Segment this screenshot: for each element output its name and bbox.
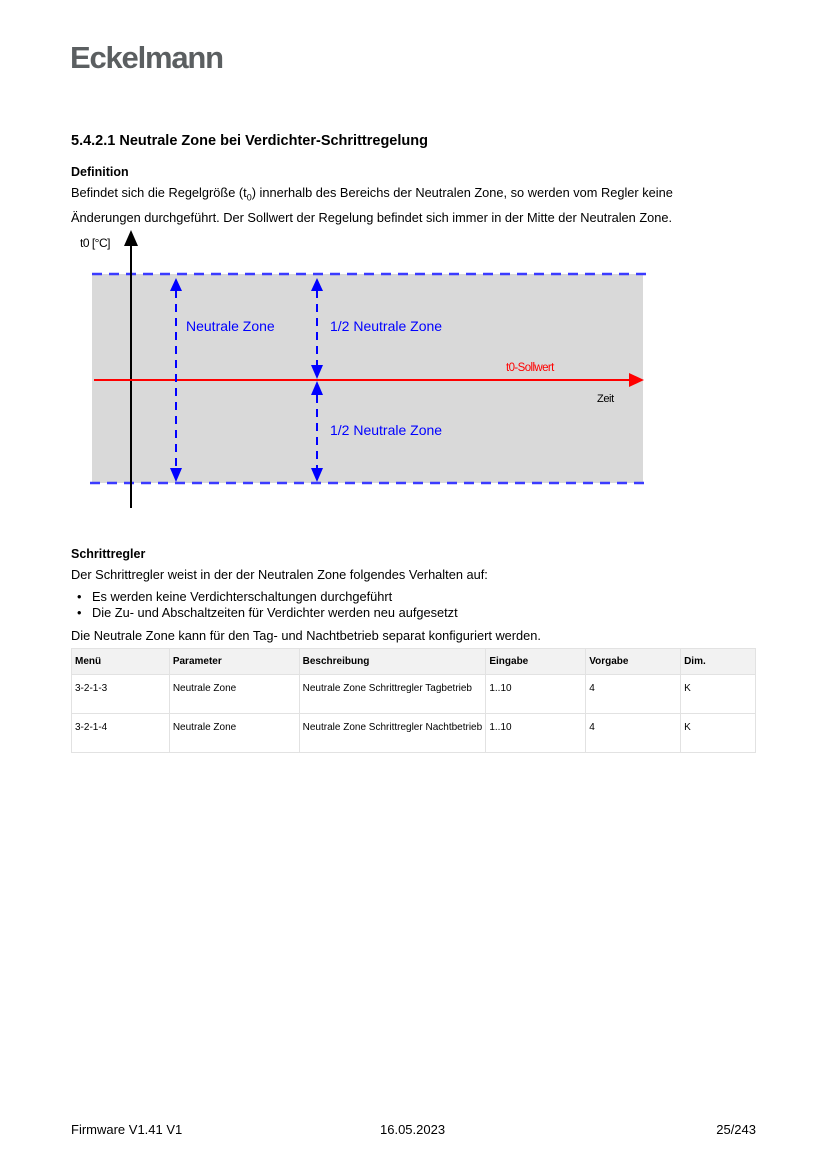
definition-text-1: Befindet sich die Regelgröße (t bbox=[71, 185, 247, 200]
table-header-row bbox=[72, 649, 756, 675]
header-menu: Menü bbox=[72, 649, 170, 675]
definition-subscript: 0 bbox=[246, 192, 252, 203]
cell-input: 1..10 bbox=[486, 675, 586, 714]
cell-dimension: K bbox=[681, 675, 756, 714]
definition-text-line2: Änderungen durchgeführt. Der Sollwert der Regelung befindet sich immer in der Mitte der Neutralen Zone. bbox=[71, 209, 673, 225]
schrittregler-heading: Schrittregler bbox=[71, 547, 146, 561]
table-row bbox=[72, 675, 756, 714]
cell-input: 1..10 bbox=[486, 714, 586, 753]
y-axis-label: t0 [°C] bbox=[80, 236, 110, 250]
eckelmann-logo: Eckelmann bbox=[70, 40, 223, 75]
cell-dimension: K bbox=[681, 714, 756, 753]
cell-menu: 3-2-1-3 bbox=[72, 675, 170, 714]
parameter-table bbox=[71, 648, 756, 753]
neutral-zone-diagram bbox=[0, 0, 827, 520]
footer-date: 16.05.2023 bbox=[380, 1122, 446, 1137]
cell-menu: 3-2-1-4 bbox=[72, 714, 170, 753]
cell-parameter: Neutrale Zone bbox=[169, 714, 299, 753]
half-zone-upper-label: 1/2 Neutrale Zone bbox=[330, 318, 443, 334]
header-dimension: Dim. bbox=[681, 649, 756, 675]
header-description: Beschreibung bbox=[299, 649, 486, 675]
full-zone-label: Neutrale Zone bbox=[186, 318, 275, 334]
header-parameter: Parameter bbox=[169, 649, 299, 675]
neutral-zone-area bbox=[92, 274, 643, 483]
cell-description: Neutrale Zone Schrittregler Nachtbetrieb bbox=[299, 714, 486, 753]
cell-default: 4 bbox=[586, 714, 681, 753]
schrittregler-note: Die Neutrale Zone kann für den Tag- und Nachtbetrieb separat konfiguriert werden. bbox=[71, 628, 541, 643]
footer-firmware: Firmware V1.41 V1 bbox=[71, 1122, 183, 1137]
cell-default: 4 bbox=[586, 675, 681, 714]
list-item: • Es werden keine Verdichterschaltungen durchgeführt bbox=[71, 589, 458, 605]
schrittregler-intro: Der Schrittregler weist in der der Neutralen Zone folgendes Verhalten auf: bbox=[71, 567, 488, 582]
footer-page-number: 25/243 bbox=[716, 1122, 756, 1137]
setpoint-label: t0-Sollwert bbox=[506, 362, 554, 374]
section-title: 5.4.2.1 Neutrale Zone bei Verdichter-Schrittregelung bbox=[71, 133, 428, 149]
x-axis-label: Zeit bbox=[597, 393, 614, 405]
definition-heading: Definition bbox=[71, 165, 129, 179]
y-axis-arrowhead-icon bbox=[124, 230, 138, 246]
cell-description: Neutrale Zone Schrittregler Tagbetrieb bbox=[299, 675, 486, 714]
table-row bbox=[72, 714, 756, 753]
list-item: • Die Zu- und Abschaltzeiten für Verdichter werden neu aufgesetzt bbox=[71, 605, 458, 621]
half-zone-lower-label: 1/2 Neutrale Zone bbox=[330, 422, 443, 438]
definition-text-2: ) innerhalb des Bereichs der Neutralen Zone, so werden vom Regler keine bbox=[251, 185, 673, 200]
header-input: Eingabe bbox=[486, 649, 586, 675]
cell-parameter: Neutrale Zone bbox=[169, 675, 299, 714]
behavior-list bbox=[71, 589, 458, 621]
header-default: Vorgabe bbox=[586, 649, 681, 675]
